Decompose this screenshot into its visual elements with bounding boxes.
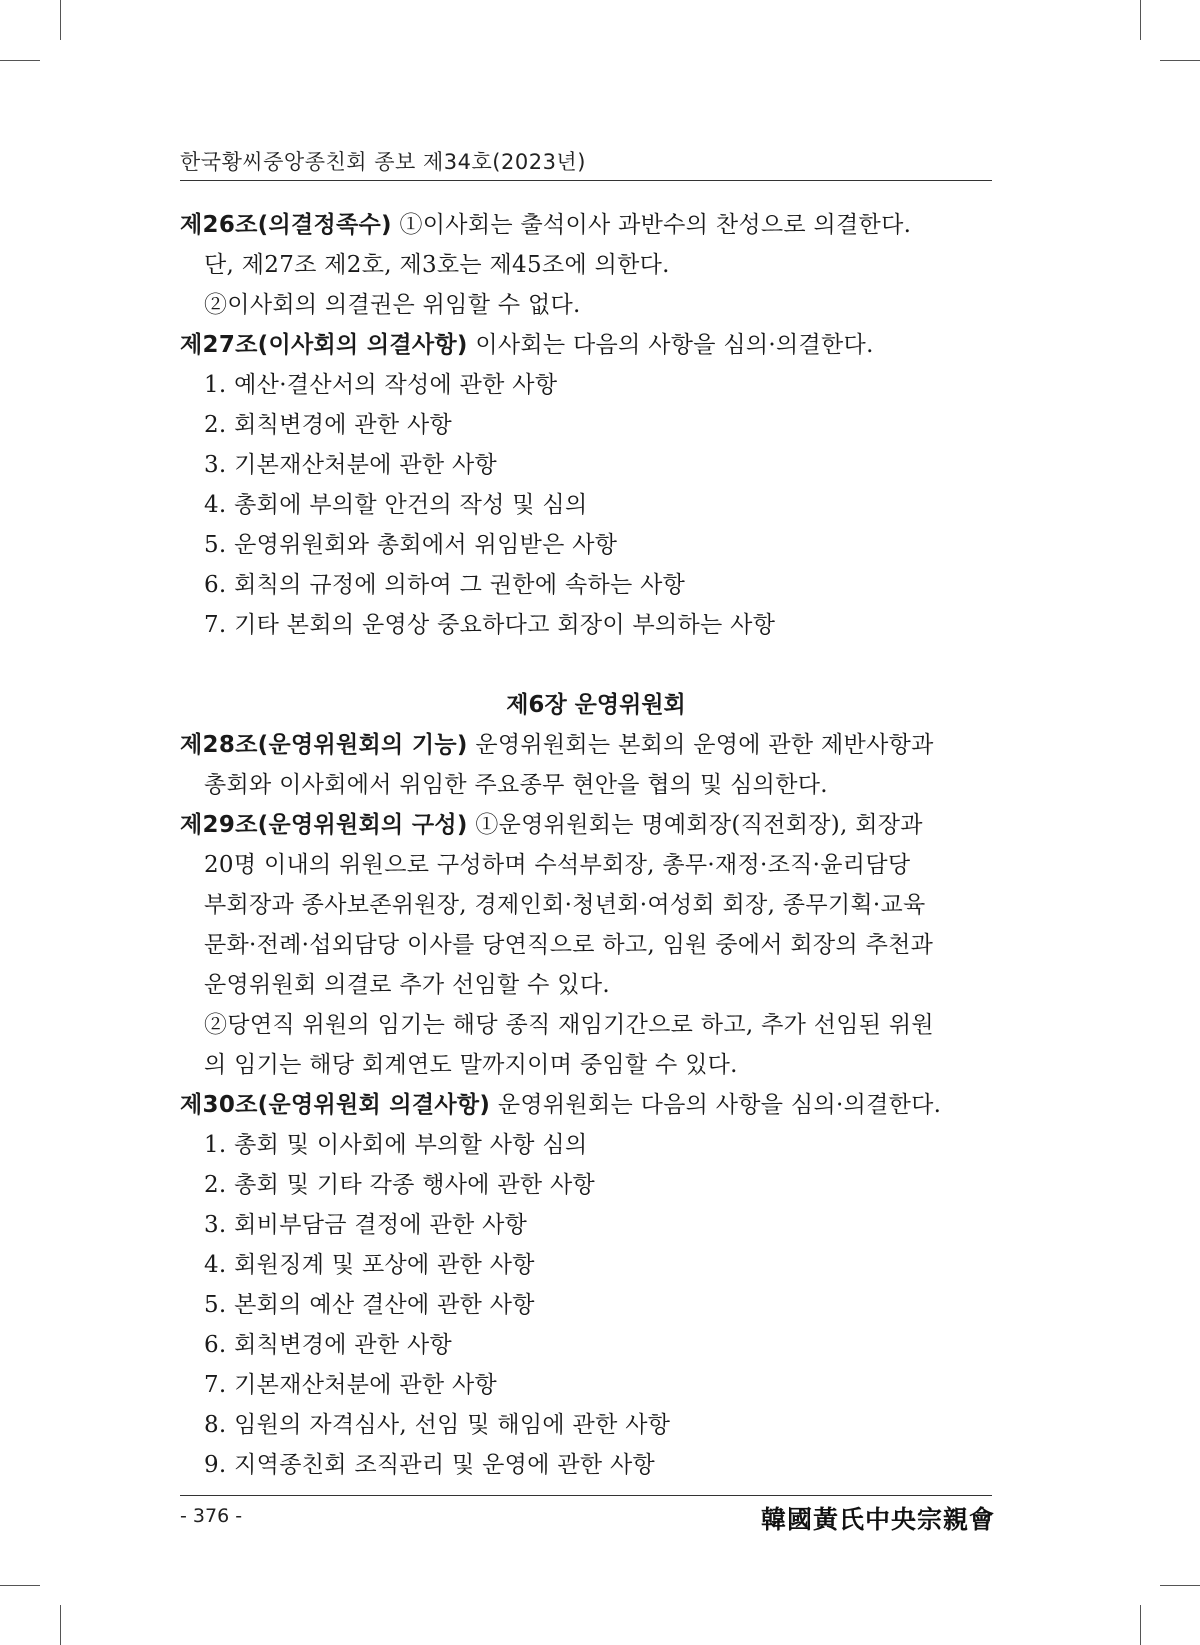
article-line: 총회와 이사회에서 위임한 주요종무 현안을 협의 및 심의한다.	[204, 772, 828, 798]
crop-mark	[60, 0, 61, 40]
article-text: ①이사회는 출석이사 과반수의 찬성으로 의결한다.	[399, 212, 912, 238]
article-title: 제29조(운영위원회의 구성)	[180, 812, 468, 838]
article	[180, 1085, 992, 1485]
article-line: 7. 기타 본회의 운영상 중요하다고 회장이 부의하는 사항	[204, 612, 776, 638]
article-line: ②이사회의 의결권은 위임할 수 없다.	[204, 292, 581, 318]
footer-rule	[180, 1495, 992, 1496]
crop-mark	[1140, 0, 1141, 40]
article-line: 4. 총회에 부의할 안건의 작성 및 심의	[204, 492, 588, 518]
article-line: 5. 본회의 예산 결산에 관한 사항	[204, 1292, 535, 1318]
article-line: 7. 기본재산처분에 관한 사항	[204, 1372, 498, 1398]
article-first-line	[180, 205, 992, 245]
article-title: 제28조(운영위원회의 기능)	[180, 732, 468, 758]
page-number: - 376 -	[180, 1505, 243, 1527]
article-line: 6. 회칙변경에 관한 사항	[204, 1332, 453, 1358]
article-text: 운영위원회는 다음의 사항을 심의·의결한다.	[497, 1092, 942, 1118]
article-line: 5. 운영위원회와 총회에서 위임받은 사항	[204, 532, 618, 558]
article	[180, 805, 992, 1085]
article-line: 6. 회칙의 규정에 의하여 그 권한에 속하는 사항	[204, 572, 686, 598]
articles-section-bottom	[180, 725, 992, 1485]
article-line: 8. 임원의 자격심사, 선임 및 해임에 관한 사항	[204, 1412, 671, 1438]
article-line: 4. 회원징계 및 포상에 관한 사항	[204, 1252, 535, 1278]
crop-mark	[1140, 1605, 1141, 1645]
organization-name: 韓國黃氏中央宗親會	[760, 1505, 995, 1534]
article-first-line	[180, 325, 992, 365]
crop-mark	[60, 1605, 61, 1645]
article	[180, 725, 992, 805]
page-body	[180, 205, 992, 1485]
running-header: 한국황씨중앙종친회 종보 제34호(2023년)	[180, 150, 586, 174]
article-text: ①운영위원회는 명예회장(직전회장), 회장과	[475, 812, 923, 838]
article-line: 9. 지역종친회 조직관리 및 운영에 관한 사항	[204, 1452, 656, 1478]
article-line: 운영위원회 의결로 추가 선임할 수 있다.	[204, 972, 610, 998]
article-title: 제27조(이사회의 의결사항)	[180, 332, 468, 358]
article-line: ②당연직 위원의 임기는 해당 종직 재임기간으로 하고, 추가 선임된 위원	[204, 1012, 934, 1038]
article-first-line	[180, 805, 992, 845]
article-line: 2. 총회 및 기타 각종 행사에 관한 사항	[204, 1172, 596, 1198]
article-title: 제30조(운영위원회 의결사항)	[180, 1092, 491, 1118]
header-rule	[180, 180, 992, 181]
article-line: 부회장과 종사보존위원장, 경제인회·청년회·여성회 회장, 종무기획·교육	[204, 892, 926, 918]
article	[180, 325, 992, 645]
article-line: 문화·전례·섭외담당 이사를 당연직으로 하고, 임원 중에서 회장의 추천과	[204, 932, 934, 958]
article-line: 3. 기본재산처분에 관한 사항	[204, 452, 498, 478]
article-line: 3. 회비부담금 결정에 관한 사항	[204, 1212, 528, 1238]
articles-section-top	[180, 205, 992, 645]
article-line: 의 임기는 해당 회계연도 말까지이며 중임할 수 있다.	[204, 1052, 738, 1078]
article-line: 1. 예산·결산서의 작성에 관한 사항	[204, 372, 558, 398]
article	[180, 205, 992, 325]
article-line: 1. 총회 및 이사회에 부의할 사항 심의	[204, 1132, 588, 1158]
article-line: 2. 회칙변경에 관한 사항	[204, 412, 453, 438]
article-line: 단, 제27조 제2호, 제3호는 제45조에 의한다.	[204, 252, 670, 278]
article-line: 20명 이내의 위원으로 구성하며 수석부회장, 총무·재정·조직·윤리담당	[204, 852, 911, 878]
crop-mark	[1160, 1585, 1200, 1586]
chapter-heading: 제6장 운영위원회	[506, 692, 686, 718]
crop-mark	[1160, 60, 1200, 61]
crop-mark	[0, 1585, 40, 1586]
article-title: 제26조(의결정족수)	[180, 212, 392, 238]
article-first-line	[180, 1085, 992, 1125]
article-text: 운영위원회는 본회의 운영에 관한 제반사항과	[475, 732, 934, 758]
article-text: 이사회는 다음의 사항을 심의·의결한다.	[475, 332, 874, 358]
crop-mark	[0, 60, 40, 61]
article-first-line	[180, 725, 992, 765]
